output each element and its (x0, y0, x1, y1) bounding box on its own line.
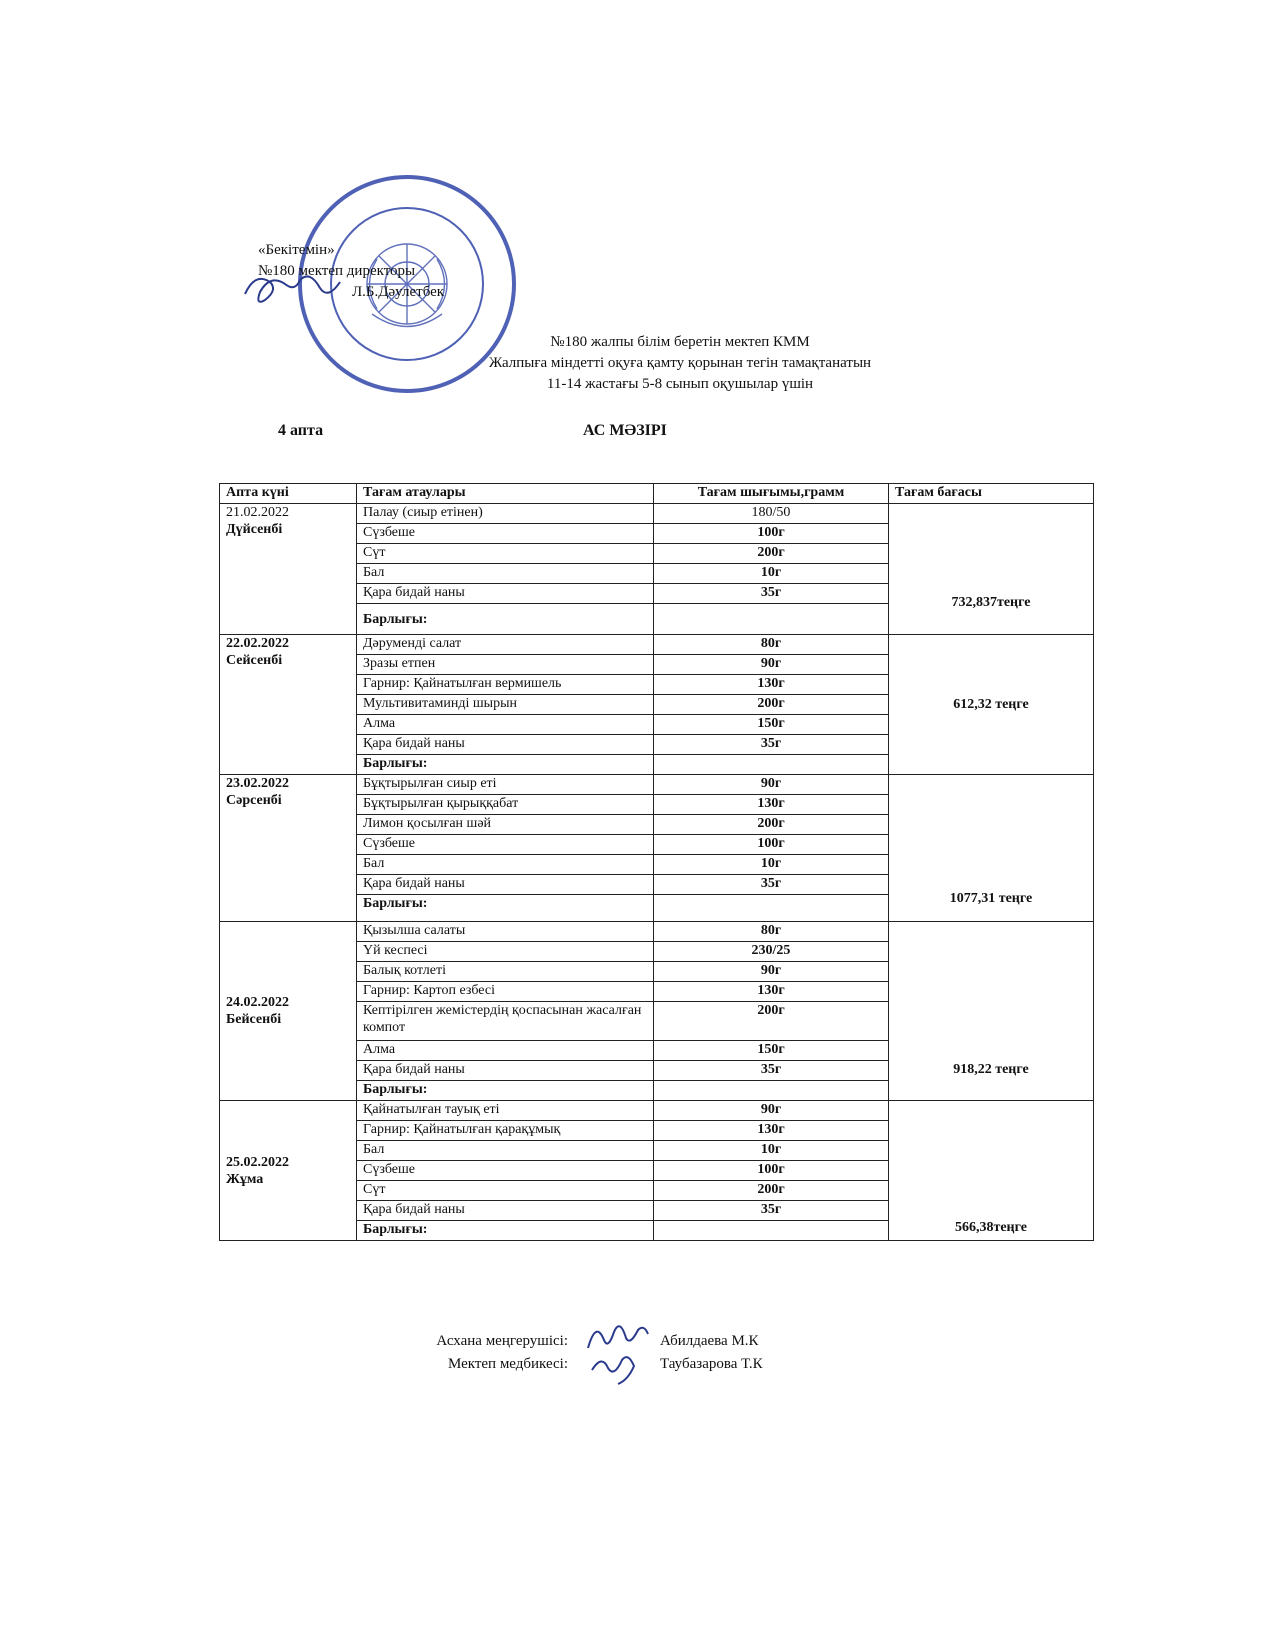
signature-row (418, 1330, 759, 1353)
dish-amount: 130г (654, 982, 889, 1002)
dish-name: Балық котлеті (357, 962, 654, 982)
dish-name: Қара бидай наны (357, 875, 654, 895)
org-line: Жалпыға міндетті оқуға қамту қорынан тегін тамақтанатын (488, 355, 872, 371)
day-cell (220, 775, 357, 922)
dish-name: Зразы етпен (357, 655, 654, 675)
total-label: Барлығы: (357, 1221, 654, 1241)
dish-amount: 180/50 (654, 504, 889, 524)
staff-signatures (578, 1310, 658, 1390)
dish-name: Палау (сиыр етінен) (357, 504, 654, 524)
column-header: Тағам атаулары (357, 484, 654, 504)
director-name: Л.Б.Дәулетбек (352, 284, 445, 300)
dish-amount: 80г (654, 635, 889, 655)
signatures-block (418, 1330, 763, 1376)
table-row (220, 504, 1094, 524)
dish-amount: 150г (654, 715, 889, 735)
dish-name: Кептірілген жемістердің қоспасынан жасалған компот (357, 1002, 654, 1041)
dish-name: Қызылша салаты (357, 922, 654, 942)
table-row (220, 1101, 1094, 1121)
director-title: №180 мектеп директоры (258, 263, 416, 279)
day-price: 918,22 теңге (889, 922, 1094, 1101)
dish-name: Қара бидай наны (357, 584, 654, 604)
dish-name: Гарнир: Картоп езбесі (357, 982, 654, 1002)
dish-amount: 90г (654, 1101, 889, 1121)
day-weekday: Жұма (226, 1171, 264, 1187)
dish-name: Сүт (357, 1181, 654, 1201)
dish-name: Сүзбеше (357, 1161, 654, 1181)
dish-amount: 10г (654, 1141, 889, 1161)
org-line: №180 жалпы білім беретін мектеп КММ (550, 334, 810, 350)
dish-amount: 90г (654, 962, 889, 982)
column-header: Тағам бағасы (889, 484, 1094, 504)
day-cell (220, 635, 357, 775)
dish-name: Бұқтырылған қырыққабат (357, 795, 654, 815)
dish-amount: 100г (654, 524, 889, 544)
dish-name: Лимон қосылған шәй (357, 815, 654, 835)
dish-amount: 35г (654, 1061, 889, 1081)
dish-amount: 35г (654, 875, 889, 895)
day-date: 22.02.2022 (226, 636, 289, 651)
menu-title: АС МӘЗІРІ (583, 422, 667, 439)
dish-amount: 80г (654, 922, 889, 942)
dish-name: Алма (357, 715, 654, 735)
total-amount (654, 1081, 889, 1101)
table-row (220, 922, 1094, 942)
total-amount (654, 1221, 889, 1241)
dish-name: Қара бидай наны (357, 1201, 654, 1221)
day-price: 732,837теңге (889, 504, 1094, 635)
cook-role: Асхана меңгерушісі: (436, 1333, 568, 1349)
dish-name: Бал (357, 855, 654, 875)
dish-name: Алма (357, 1041, 654, 1061)
total-label: Барлығы: (357, 895, 654, 922)
dish-amount: 100г (654, 835, 889, 855)
director-signature (240, 262, 350, 312)
day-price: 1077,31 теңге (889, 775, 1094, 922)
dish-amount: 10г (654, 564, 889, 584)
day-date: 25.02.2022 (226, 1154, 289, 1170)
day-weekday: Сәрсенбі (226, 793, 282, 808)
dish-name: Гарнир: Қайнатылған қарақұмық (357, 1121, 654, 1141)
table-header-row (220, 484, 1094, 504)
dish-amount: 10г (654, 855, 889, 875)
dish-name: Сүзбеше (357, 524, 654, 544)
total-amount (654, 604, 889, 635)
approval-line: «Бекітемін» (258, 242, 335, 258)
signature-row (418, 1353, 763, 1376)
dish-amount: 230/25 (654, 942, 889, 962)
dish-amount: 200г (654, 815, 889, 835)
dish-amount: 130г (654, 795, 889, 815)
cook-name: Абилдаева М.К (660, 1333, 759, 1349)
day-date: 23.02.2022 (226, 776, 289, 791)
day-cell (220, 1101, 357, 1241)
total-label: Барлығы: (357, 1081, 654, 1101)
day-cell (220, 922, 357, 1101)
dish-amount: 200г (654, 544, 889, 564)
dish-name: Үй кеспесі (357, 942, 654, 962)
dish-amount: 100г (654, 1161, 889, 1181)
org-line: 11-14 жастағы 5-8 сынып оқушылар үшін (546, 376, 814, 392)
dish-name: Қайнатылған тауық еті (357, 1101, 654, 1121)
dish-amount: 90г (654, 775, 889, 795)
menu-body (220, 504, 1094, 1241)
day-price: 612,32 теңге (889, 635, 1094, 775)
dish-amount: 150г (654, 1041, 889, 1061)
day-price: 566,38теңге (889, 1101, 1094, 1241)
dish-amount: 35г (654, 1201, 889, 1221)
total-amount (654, 895, 889, 922)
total-label: Барлығы: (357, 604, 654, 635)
dish-amount: 35г (654, 735, 889, 755)
total-amount (654, 755, 889, 775)
dish-name: Бал (357, 564, 654, 584)
dish-amount: 90г (654, 655, 889, 675)
dish-amount: 130г (654, 675, 889, 695)
total-label: Барлығы: (357, 755, 654, 775)
table-row (220, 775, 1094, 795)
dish-name: Гарнир: Қайнатылған вермишель (357, 675, 654, 695)
dish-amount: 200г (654, 1002, 889, 1041)
dish-amount: 200г (654, 695, 889, 715)
dish-name: Бұқтырылған сиыр еті (357, 775, 654, 795)
dish-name: Қара бидай наны (357, 1061, 654, 1081)
dish-name: Мультивитаминді шырын (357, 695, 654, 715)
day-date: 21.02.2022 (226, 505, 289, 520)
menu-table (219, 483, 1094, 1241)
day-cell (220, 504, 357, 635)
dish-amount: 35г (654, 584, 889, 604)
dish-name: Дәруменді салат (357, 635, 654, 655)
nurse-role: Мектеп медбикесі: (447, 1356, 568, 1372)
organization-header (440, 332, 920, 395)
day-date: 24.02.2022 (226, 995, 289, 1010)
dish-name: Сүт (357, 544, 654, 564)
dish-name: Сүзбеше (357, 835, 654, 855)
dish-amount: 200г (654, 1181, 889, 1201)
day-weekday: Сейсенбі (226, 653, 283, 668)
dish-name: Қара бидай наны (357, 735, 654, 755)
day-weekday: Дүйсенбі (226, 522, 283, 537)
dish-amount: 130г (654, 1121, 889, 1141)
day-weekday: Бейсенбі (226, 1012, 282, 1027)
dish-name: Бал (357, 1141, 654, 1161)
week-label: 4 апта (278, 422, 324, 439)
column-header: Апта күні (220, 484, 357, 504)
table-row (220, 635, 1094, 655)
column-header: Тағам шығымы,грамм (654, 484, 889, 504)
nurse-name: Таубазарова Т.К (660, 1356, 763, 1372)
